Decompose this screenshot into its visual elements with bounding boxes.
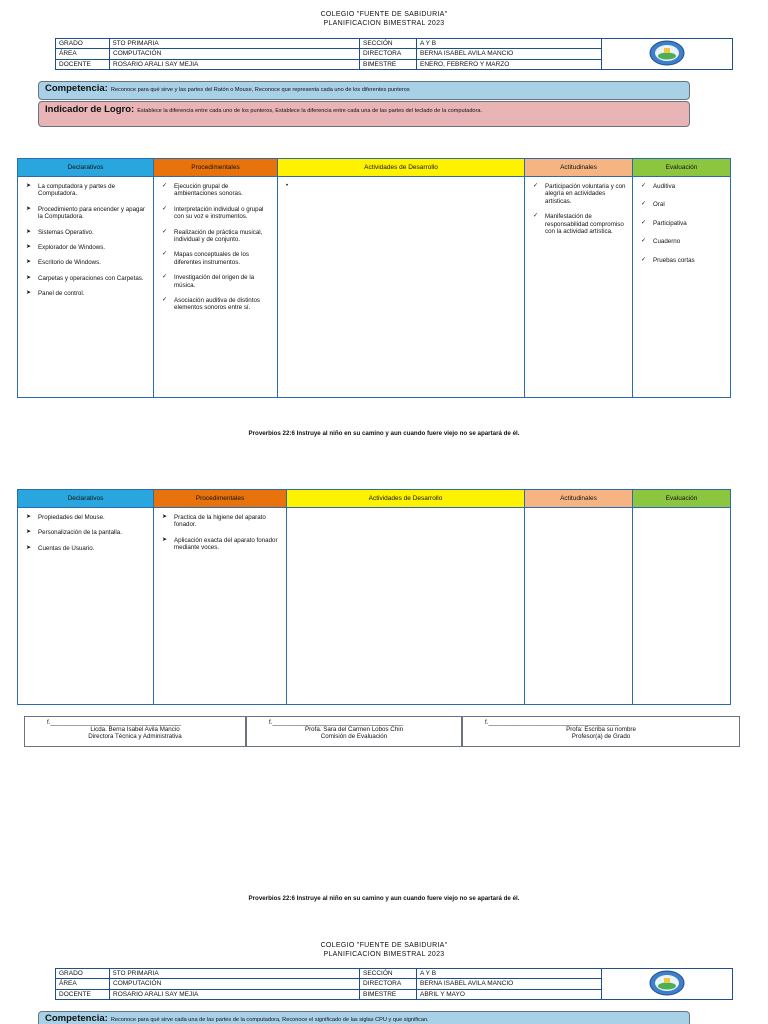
list-item: ✓ Manifestación de responsabilidad compromiso con la actividad artística.	[533, 213, 624, 236]
list-item: ➤ Escritorio de Windows.	[26, 259, 101, 267]
list-item: ➤ Propiedades del Mouse.	[26, 514, 105, 521]
list-item: ✓ Participativa	[641, 219, 687, 227]
header-procedimentales: Procedimentales	[154, 490, 286, 508]
list-item: ✓ Pruebas cortas	[641, 256, 695, 264]
info-label: SECCIÓN	[360, 39, 417, 49]
info-table	[55, 968, 733, 1000]
signatory-role: Directora Técnica y Administrativa	[88, 733, 182, 740]
info-row-grado	[56, 969, 733, 979]
header-declarativos: Declarativos	[18, 490, 153, 508]
list-item: ✓ Ejecución grupal de ambientaciones sonoras.	[162, 183, 243, 198]
arrow-bullet-icon: ➤	[26, 544, 32, 551]
column-evaluacion	[633, 159, 730, 397]
signature-block	[462, 716, 740, 747]
logo-cell	[602, 969, 733, 1000]
list-item: ➤ Personalización de la pantalla.	[26, 529, 122, 537]
check-bullet-icon: ✓	[162, 251, 168, 258]
info-value: ROSARIO ARALI SAY MEJIA	[110, 989, 360, 999]
arrow-bullet-icon: ➤	[26, 274, 32, 281]
info-label: DOCENTE	[56, 989, 110, 999]
list-item: ✓ Cuaderno	[641, 238, 681, 246]
indicador-text: Establece la diferencia entre cada uno de los punteros, Establece la diferencia entre cada una de las partes del teclado de la computadora.	[137, 108, 483, 114]
check-bullet-icon: ✓	[162, 183, 168, 189]
signature-block	[24, 716, 246, 747]
info-value: ROSARIO ARALI SAY MEJIA	[110, 59, 360, 69]
arrow-bullet-icon: ➤	[26, 205, 32, 212]
column-evaluacion	[633, 490, 730, 704]
header-actitudinales: Actitudinales	[525, 159, 632, 177]
planning-title: PLANIFICACION BIMESTRAL 2023	[323, 951, 445, 958]
arrow-bullet-icon: ➤	[26, 290, 32, 297]
header-actividades: Actividades de Desarrollo	[287, 490, 524, 508]
header-actitudinales: Actitudinales	[525, 490, 632, 508]
competencia-banner	[38, 1011, 690, 1024]
signatory-name: Licda. Berna Isabel Avila Mancio	[90, 726, 180, 733]
info-value: A Y B	[417, 969, 602, 979]
info-row-grado	[56, 39, 733, 49]
school-seal-icon	[647, 969, 687, 997]
school-name: COLEGIO "FUENTE DE SABIDURIA"	[320, 11, 448, 18]
header-declarativos: Declarativos	[18, 159, 153, 177]
info-value: BERNA ISABEL AVILA MANCIO	[417, 979, 602, 989]
info-label: DIRECTORA	[360, 979, 417, 989]
list-item: ➤ La computadora y partes de Computadora.	[26, 183, 116, 198]
column-actitudinales	[525, 490, 633, 704]
info-label: DIRECTORA	[360, 49, 417, 59]
proverb-text: Proverbios 22:6 Instruye al niño en su camino y aun cuando fuere viejo no se apartará de él.	[248, 430, 520, 437]
list-item: ➤ Procedimiento para encender y apagar la Computadora.	[26, 205, 145, 221]
signatory-name: Profa. Sara del Carmen Lobos Chin	[304, 726, 404, 733]
column-declarativos	[18, 490, 154, 704]
info-value: COMPUTACIÓN	[110, 49, 360, 59]
indicador-banner	[38, 101, 690, 127]
check-bullet-icon: ✓	[162, 297, 168, 304]
signature-block	[246, 716, 462, 747]
header-procedimentales: Procedimentales	[154, 159, 277, 177]
list-item: ➤ Practica de la higiene del aparato fonador.	[162, 514, 266, 529]
info-value: COMPUTACIÓN	[110, 979, 360, 989]
info-label: GRADO	[56, 39, 110, 49]
info-table	[55, 38, 733, 70]
info-value: 5TO PRIMARIA	[110, 969, 360, 979]
signatory-name: Profa: Escriba su nombre	[566, 726, 636, 733]
planning-title: PLANIFICACION BIMESTRAL 2023	[323, 20, 445, 27]
list-item	[286, 183, 518, 190]
info-label: BIMESTRE	[360, 989, 417, 999]
check-bullet-icon: ✓	[162, 205, 168, 212]
plan-table-1	[17, 158, 731, 398]
list-item: ✓ Interpretación individual o grupal con su voz e instrumentos.	[162, 205, 264, 221]
arrow-bullet-icon: ➤	[162, 514, 168, 520]
arrow-bullet-icon: ➤	[162, 536, 168, 543]
school-name: COLEGIO "FUENTE DE SABIDURIA"	[320, 942, 448, 949]
info-label: BIMESTRE	[360, 59, 417, 69]
info-label: GRADO	[56, 969, 110, 979]
info-label: DOCENTE	[56, 59, 110, 69]
arrow-bullet-icon: ➤	[26, 244, 32, 251]
list-item: ✓ Participación voluntaria y con alegría en actividades artísticas.	[533, 183, 626, 205]
competencia-label: Competencia:	[45, 1013, 108, 1024]
arrow-bullet-icon: ➤	[26, 228, 32, 235]
check-bullet-icon: ✓	[641, 238, 647, 245]
arrow-bullet-icon: ➤	[26, 529, 32, 536]
list-item: ➤ Sistemas Operativo.	[26, 228, 94, 236]
info-value: ENERO, FEBRERO Y MARZO	[417, 59, 602, 69]
header-evaluacion: Evaluación	[633, 490, 730, 508]
signatory-role: Comisión de Evaluación	[320, 733, 388, 740]
school-seal-icon	[647, 39, 687, 67]
logo-cell	[602, 39, 733, 70]
header-actividades: Actividades de Desarrollo	[278, 159, 524, 177]
check-bullet-icon: ✓	[162, 274, 168, 281]
list-item: ➤ Carpetas y operaciones con Carpetas.	[26, 274, 144, 282]
info-value: 5TO PRIMARIA	[110, 39, 360, 49]
check-bullet-icon: ✓	[641, 183, 647, 189]
column-actividades	[278, 159, 525, 397]
check-bullet-icon: ✓	[533, 183, 539, 189]
check-bullet-icon: ✓	[533, 213, 539, 220]
column-declarativos	[18, 159, 154, 397]
dot-bullet-icon: •	[286, 183, 289, 189]
list-item: ✓ Realización de práctica musical, individual y de conjunto.	[162, 228, 263, 244]
check-bullet-icon: ✓	[641, 219, 647, 226]
info-value: ABRIL Y MAYO	[417, 989, 602, 999]
arrow-bullet-icon: ➤	[26, 514, 32, 520]
info-label: SECCIÓN	[360, 969, 417, 979]
info-value: A Y B	[417, 39, 602, 49]
competencia-banner	[38, 81, 690, 100]
info-label: ÁREA	[56, 49, 110, 59]
plan-table-2	[17, 489, 731, 705]
arrow-bullet-icon: ➤	[26, 183, 32, 189]
column-actividades	[287, 490, 525, 704]
competencia-text: Reconoce para qué sirve y las partes del Ratón o Mouse, Reconoce que representa cada uno de los diferentes punteros	[110, 87, 410, 93]
column-procedimentales	[154, 159, 278, 397]
list-item: ➤ Explorador de Windows.	[26, 244, 106, 252]
signatory-role: Profesor(a) de Grado	[571, 733, 631, 740]
list-item: ✓ Auditiva	[641, 183, 676, 190]
column-actitudinales	[525, 159, 633, 397]
info-value: BERNA ISABEL AVILA MANCIO	[417, 49, 602, 59]
signature-line: f.______________________________________	[269, 719, 404, 726]
list-item: ✓ Investigación del origen de la música.	[162, 274, 255, 289]
list-item: ✓ Mapas conceptuales de los diferentes instrumentos.	[162, 251, 249, 266]
list-item: ✓ Asociación auditiva de distintos elementos sonoros entre sí.	[162, 297, 260, 312]
signature-line: f.______________________________________	[485, 719, 620, 726]
proverb-text: Proverbios 22:6 Instruye al niño en su camino y aun cuando fuere viejo no se apartará de él.	[248, 895, 520, 902]
check-bullet-icon: ✓	[162, 228, 168, 235]
list-item: ➤ Panel de control.	[26, 290, 85, 298]
list-item: ➤ Cuentas de Usuario.	[26, 544, 95, 552]
list-item: ➤ Aplicación exacta del aparato fonador mediante voces.	[162, 536, 278, 552]
competencia-text: Reconoce para qué sirve cada una de las partes de la computadora, Reconoce el significado de las siglas CPU y que significan.	[110, 1017, 429, 1023]
list-item: ✓ Oral	[641, 201, 665, 209]
check-bullet-icon: ✓	[641, 201, 647, 208]
arrow-bullet-icon: ➤	[26, 259, 32, 266]
header-evaluacion: Evaluación	[633, 159, 730, 177]
info-label: ÁREA	[56, 979, 110, 989]
column-procedimentales	[154, 490, 287, 704]
signature-line: f.______________________________________	[47, 719, 182, 726]
check-bullet-icon: ✓	[641, 256, 647, 263]
competencia-label: Competencia:	[45, 83, 108, 94]
indicador-label: Indicador de Logro:	[45, 104, 135, 115]
